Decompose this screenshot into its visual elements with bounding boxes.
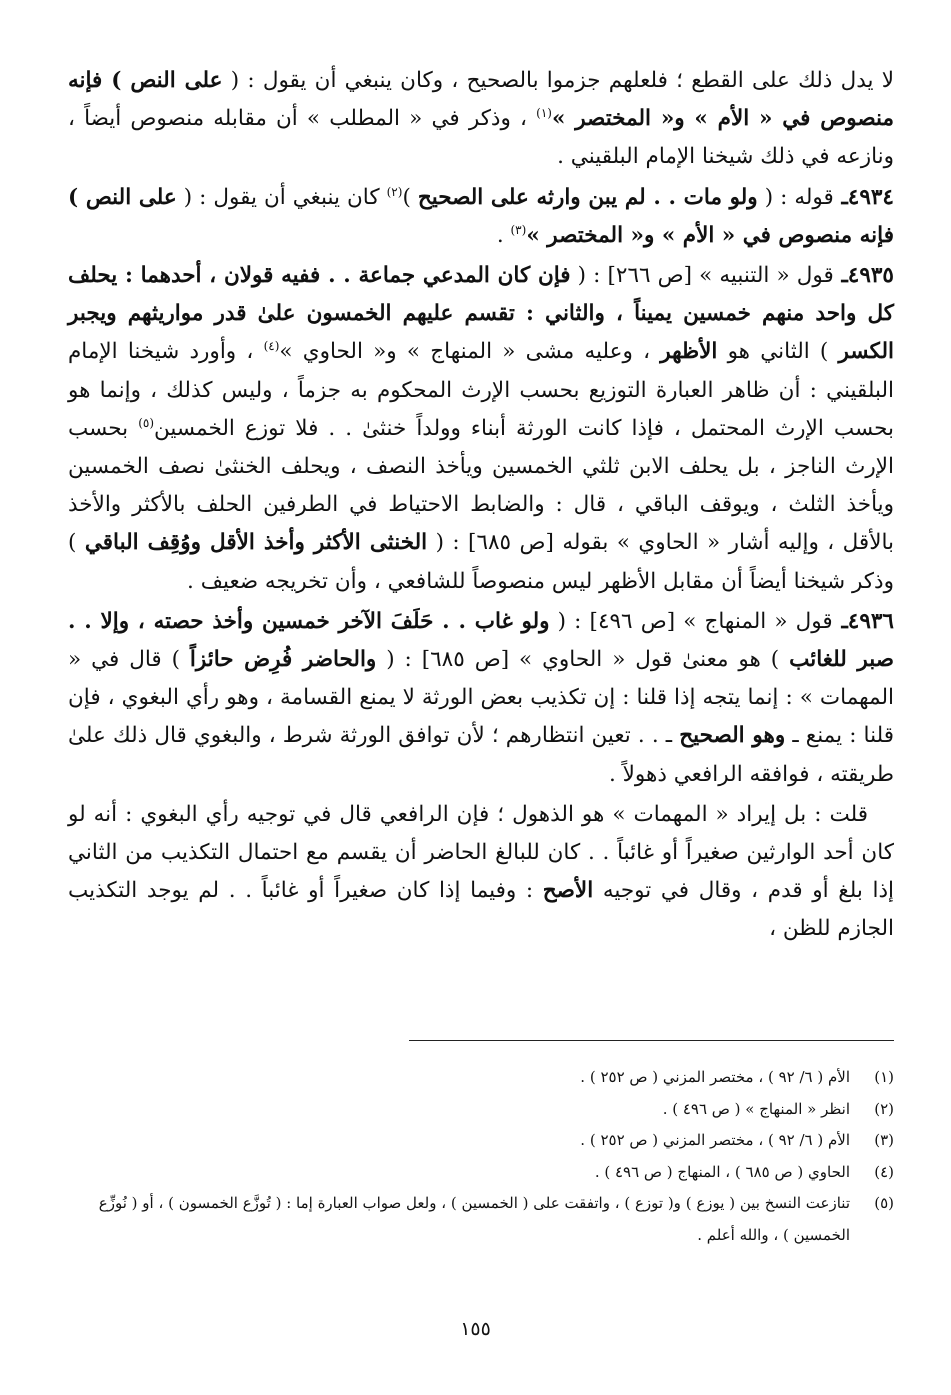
bold-text: ولو مات . . لم يبن وارثه على الصحيح	[417, 184, 758, 210]
footnote-ref: (٤)	[263, 339, 280, 354]
footnote-text: الحاوي ( ص ٦٨٥ ) ، المنهاج ( ص ٤٩٦ ) .	[594, 1162, 850, 1181]
paragraph	[68, 179, 894, 255]
footnote	[60, 1125, 894, 1157]
footnote-separator	[409, 1040, 894, 1041]
body-text-block	[68, 62, 894, 949]
text-run: ) الثاني هو	[717, 339, 839, 365]
text-run: ) هو معنىٰ قول « الحاوي » [ص ٦٨٥] : (	[376, 647, 790, 673]
footnote-text: الأم ( ٦/ ٩٢ ) ، مختصر المزني ( ص ٢٥٢ ) .	[580, 1131, 850, 1150]
footnote	[60, 1157, 894, 1189]
footnote-number: (٣)	[874, 1131, 894, 1150]
bold-text: الأظهر	[660, 339, 718, 365]
paragraph	[68, 603, 894, 794]
text-run: ، وأورد شيخنا الإمام البلقيني : أن ظاهر العبارة التوزيع بحسب الإرث المحكوم به جزماً ، وليس كذلك ، وإنما هو بحسب الإرث المحتمل ، فإذا كانت الورثة أبناء وولداً خنثىٰ . . فلا توزع الخمسين	[68, 339, 894, 441]
text-run: : وفيما إذا كان صغيراً أو غائباً . . لم يوجد التكذيب الجازم للظن ،	[68, 878, 894, 942]
footnote-number: (١)	[874, 1068, 894, 1086]
text-run: قول « المنهاج » [ص ٤٩٦] : (	[549, 608, 833, 634]
footnotes	[60, 1062, 894, 1252]
text-run: قول « التنبيه » [ص ٢٦٦] : (	[570, 263, 834, 289]
footnote-ref: (٥)	[138, 415, 155, 430]
footnote-number: (٥)	[874, 1194, 894, 1213]
bold-text: ولو غاب . . حَلَفَ الآخر خمسين وأخذ حصته ، وإلا . . صبر للغائب	[68, 608, 894, 673]
paragraph	[68, 62, 894, 177]
footnote-ref: (٢)	[386, 184, 403, 199]
text-run: كان ينبغي أن يقول : (	[176, 184, 387, 210]
bold-text: ٤٩٣٤ـ	[833, 184, 894, 210]
text-run: لا يدل ذلك على القطع ؛ فلعلهم جزموا بالصحيح ، وكان ينبغي أن يقول : (	[222, 68, 894, 93]
bold-text: فإن كان المدعي جماعة . . ففيه قولان ، أحدهما : يحلف كل واحد منهم خمسين يميناً ، والثاني : تقسم عليهم الخمسون علىٰ قدر مواريثهم ويجبر الكسر	[68, 263, 894, 365]
footnote-ref: (١)	[536, 106, 552, 121]
bold-text: الخنثى الأكثر وأخذ الأقل ووُقِف الباقي	[84, 530, 428, 556]
text-run: بحسب الإرث الناجز ، بل يحلف الابن ثلثي الخمسين ويأخذ النصف ، ويحلف الخنثىٰ نصف الخمسين ويأخذ الثلث ، ويوقف الباقي ، قال : والضابط الاحتياط في الطرفين الحلف بالأكثر والأخذ بالأقل ، وإليه أشار « الحاوي » بقوله [ص ٦٨٥] : (	[68, 415, 894, 556]
main-text	[68, 62, 894, 951]
bold-text: ٤٩٣٥ـ	[833, 263, 894, 289]
text-run: )	[402, 184, 418, 210]
text-run: ) وذكر شيخنا أيضاً أن مقابل الأظهر ليس منصوصاً للشافعي ، وأن تخريجه ضعيف .	[68, 530, 894, 594]
page-number: ١٥٥	[460, 1318, 491, 1340]
text-run: قلت : بل إيراد « المهمات » هو الذهول ؛ فإن الرافعي قال في توجيه رأي البغوي : أنه لو كان أحد الوارثين صغيراً أو غائباً . . كان للبالغ الحاضر أن يقسم مع احتمال التكذيب من الثاني إذا بلغ أو قدم ، وقال في توجيه	[68, 801, 894, 904]
footnote-number: (٤)	[874, 1162, 894, 1181]
paragraph	[68, 796, 894, 949]
bold-text: ٤٩٣٦ـ	[832, 608, 894, 634]
footnote-ref: (٣)	[510, 222, 527, 237]
footnote-text: الأم ( ٦/ ٩٢ ) ، مختصر المزني ( ص ٢٥٢ ) .	[580, 1068, 850, 1086]
text-run: قوله : (	[757, 184, 834, 210]
footnote-text: تنازعت النسخ بين ( يوزع ) و( توزع ) ، واتفقت على ( الخمسين ) ، ولعل صواب العبارة إما : ( تُوزَّع الخمسون ) ، أو ( نُوزِّع الخمسين ) ، والله أعلم .	[98, 1194, 850, 1244]
bold-text: والحاضر فُرِض حائزاً	[189, 647, 377, 673]
text-run: .	[496, 222, 511, 248]
text-run: ـ . . تعين انتظارهم ؛ لأن توافق الورثة شرط ، والبغوي قال ذلك علىٰ طريقته ، فوافقه الرافعي ذهولاً .	[68, 723, 894, 787]
bold-text: الأصح	[542, 878, 594, 904]
footnote	[60, 1062, 894, 1094]
footnote	[60, 1094, 894, 1126]
footnote-number: (٢)	[874, 1099, 894, 1118]
text-run: ، وذكر في « المطلب » أن مقابله منصوص أيضاً ، ونازعه في ذلك شيخنا الإمام البلقيني .	[68, 106, 894, 170]
footnote	[60, 1188, 894, 1251]
footnote-text: انظر « المنهاج » ( ص ٤٩٦ ) .	[662, 1099, 850, 1118]
text-run: ) قال في « المهمات » : إنما يتجه إذا قلنا : إن تكذيب بعض الورثة لا يمنع القسامة ، وهو رأي البغوي ، فإن قلنا : يمنع ـ	[68, 647, 894, 749]
bold-text: وهو الصحيح	[679, 723, 786, 749]
bold-text: على النص ) فإنه منصوص في « الأم » و« المختصر »	[68, 184, 894, 248]
text-run: ، وعليه مشى « المنهاج » و« الحاوي »	[279, 339, 661, 365]
paragraph	[68, 257, 894, 601]
bold-text: على النص ) فإنه منصوص في « الأم » و« المختصر »	[68, 68, 894, 132]
